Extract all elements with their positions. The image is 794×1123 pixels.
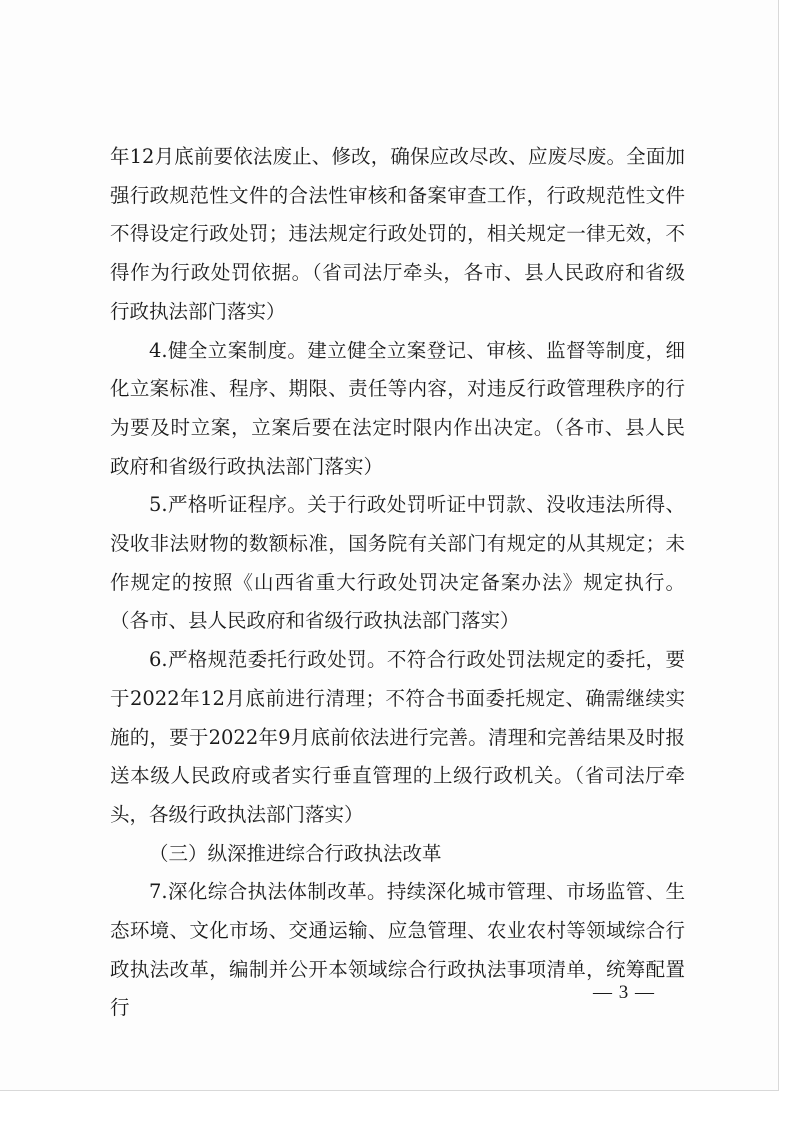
section-heading: （三）纵深推进综合行政执法改革	[149, 841, 442, 865]
paragraph-item-7: 7.深化综合执法体制改革。持续深化城市管理、市场监管、生态环境、文化市场、交通运输、应急管理、农业农村等领域综合行政执法改革，编制并公开本领域综合行政执法事项清单，统筹配置行	[110, 880, 685, 1020]
paragraph-continuation: 年12月底前要依法废止、修改，确保应改尽改、应废尽废。全面加强行政规范性文件的合法性审核和备案审查工作，行政规范性文件不得设定行政处罚；违法规定行政处罚的，相关规定一律无效，不得作为行政处罚依据。（省司法厅牵头，各市、县人民政府和省级行政执法部门落实）	[110, 145, 685, 323]
body-text	[110, 138, 685, 1028]
paragraph-item-6: 6.严格规范委托行政处罚。不符合行政处罚法规定的委托，要于2022年12月底前进行清理；不符合书面委托规定、确需继续实施的，要于2022年9月底前依法进行完善。清理和完善结果及时报送本级人民政府或者实行垂直管理的上级行政机关。（省司法厅牵头，各级行政执法部门落实）	[110, 648, 685, 826]
paragraph-item-5: 5.严格听证程序。关于行政处罚听证中罚款、没收违法所得、没收非法财物的数额标准，国务院有关部门有规定的从其规定；未作规定的按照《山西省重大行政处罚决定备案办法》规定执行。（各市、县人民政府和省级行政执法部门落实）	[110, 493, 685, 633]
paragraph-item-4: 4.健全立案制度。建立健全立案登记、审核、监督等制度，细化立案标准、程序、期限、责任等内容，对违反行政管理秩序的行为要及时立案，立案后要在法定时限内作出决定。（各市、县人民政府和省级行政执法部门落实）	[110, 338, 685, 478]
page-number: — 3 —	[593, 982, 655, 1003]
